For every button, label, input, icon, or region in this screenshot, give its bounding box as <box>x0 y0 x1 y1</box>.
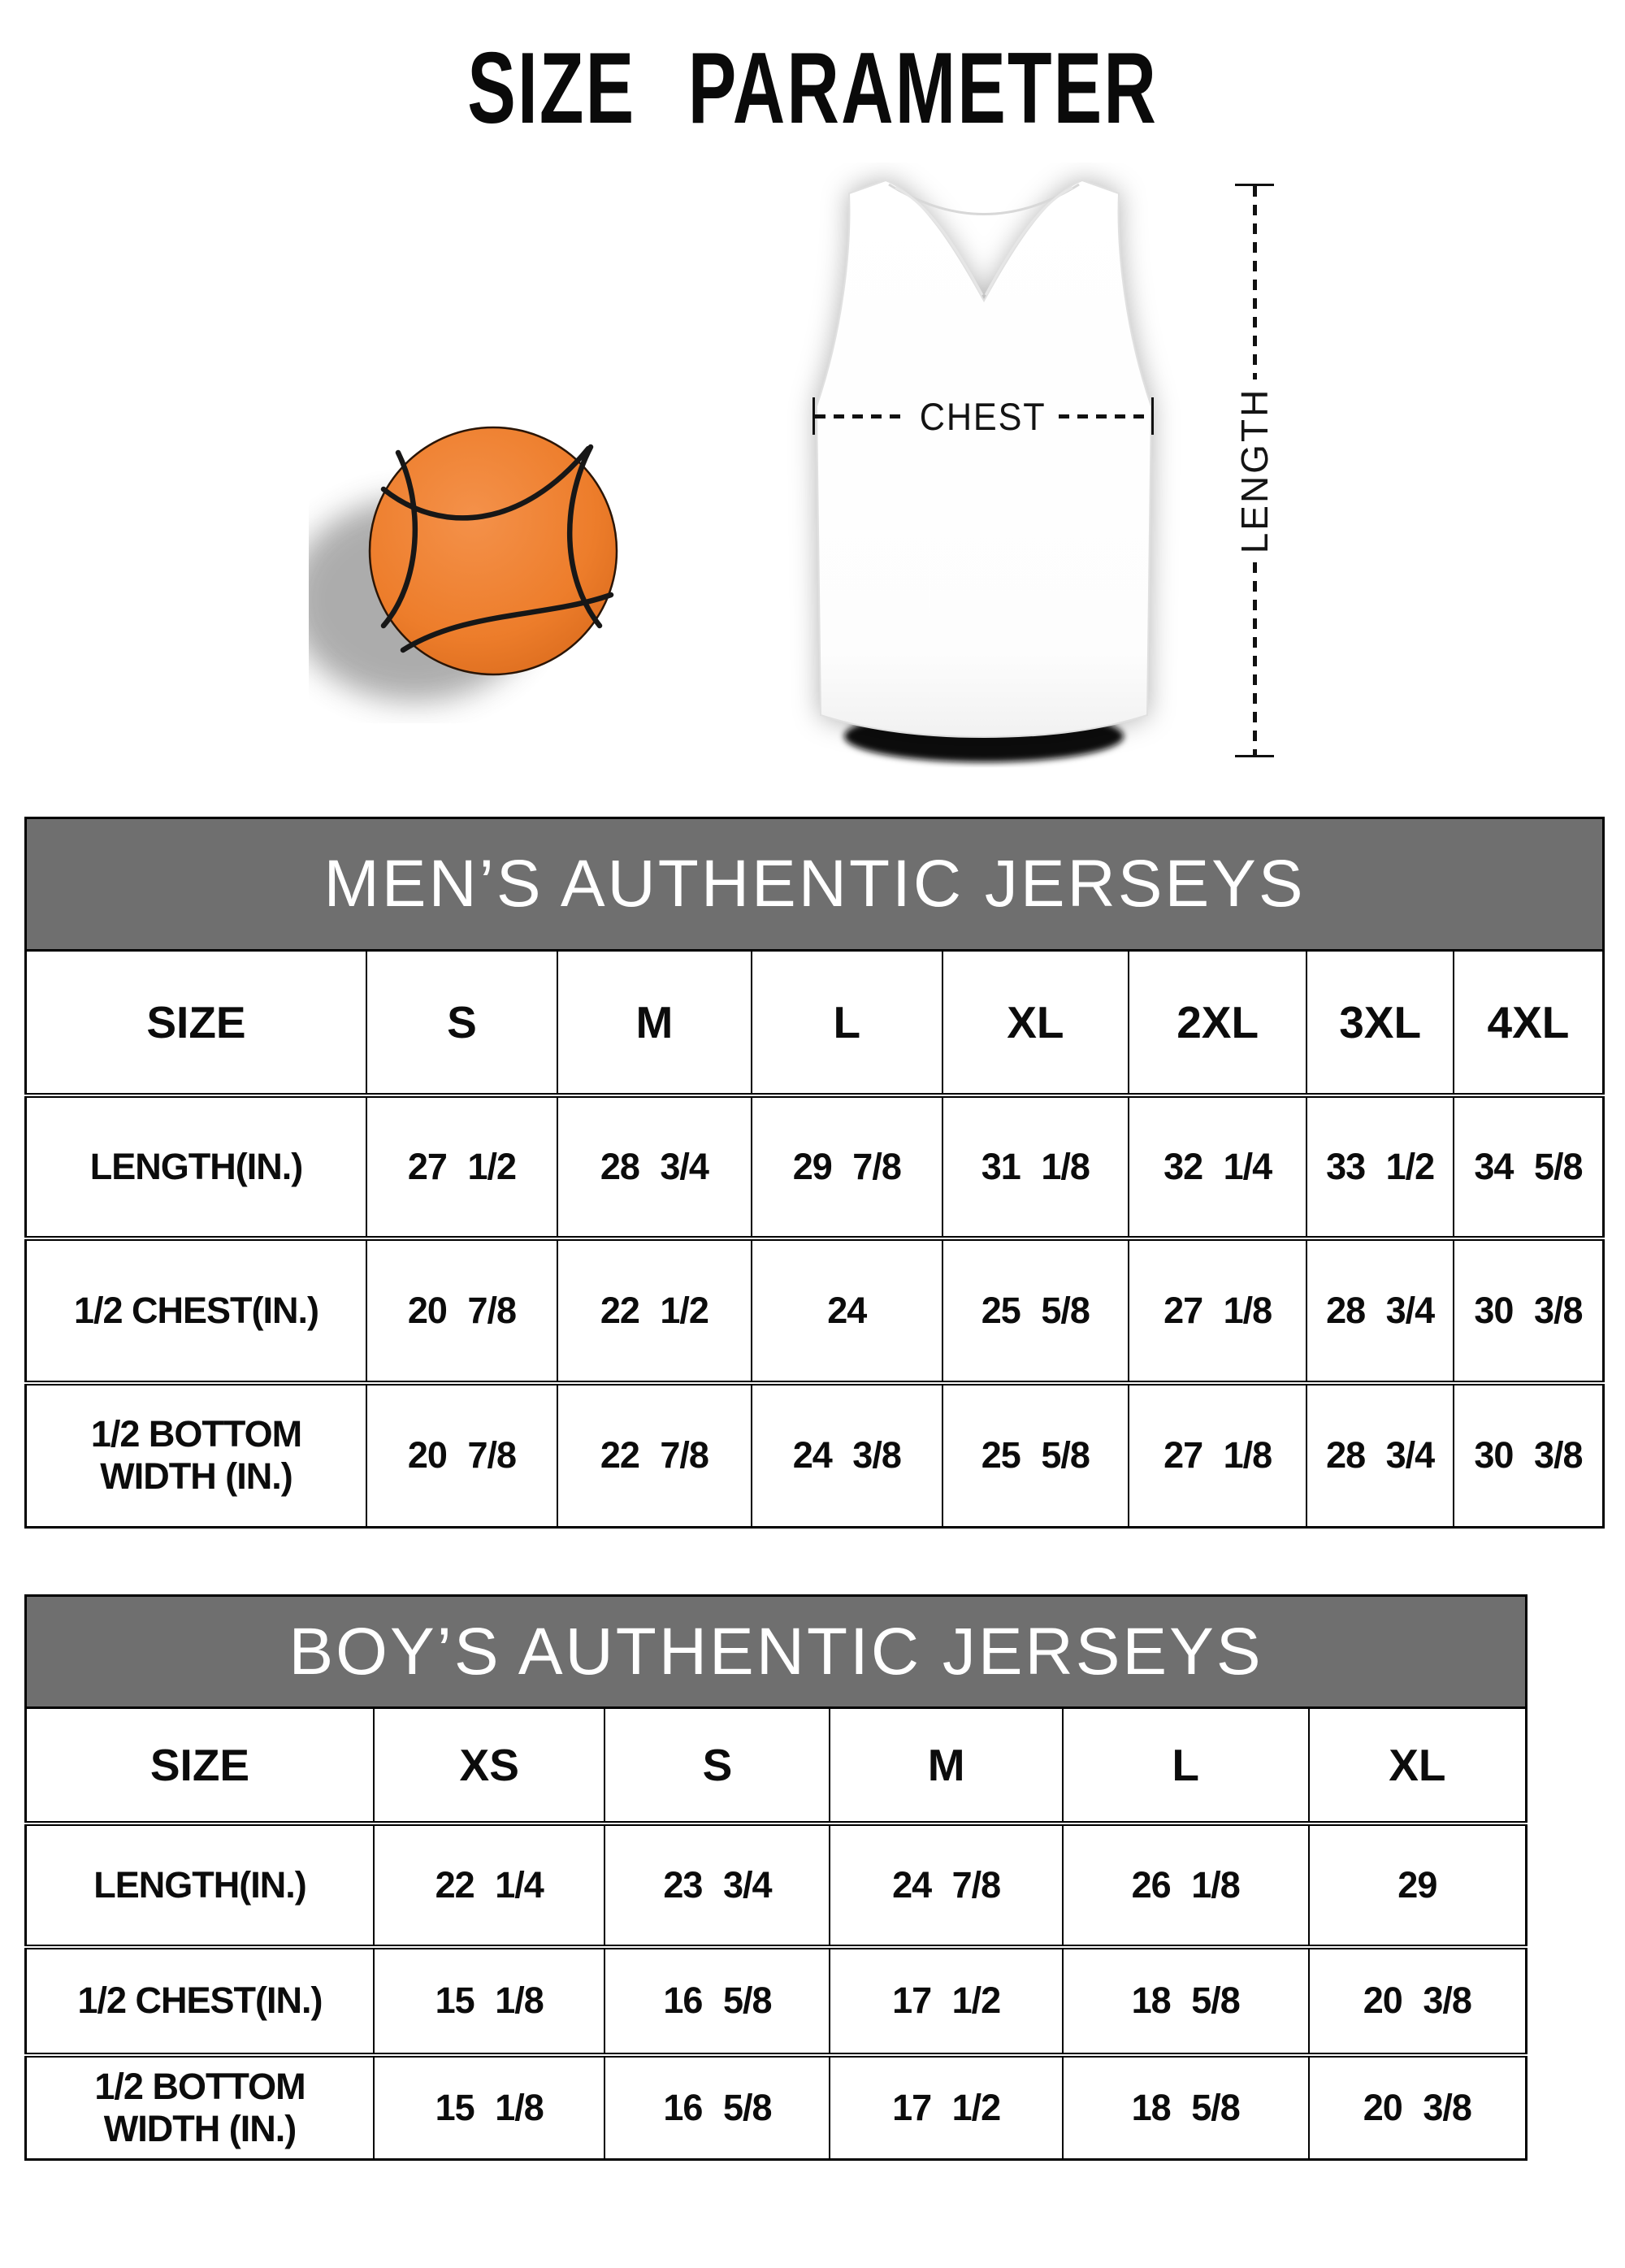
mens-bottom-4xl: 30 3/8 <box>1454 1383 1604 1528</box>
mens-chest-xl: 25 5/8 <box>942 1238 1129 1383</box>
length-dash-top <box>1253 186 1257 379</box>
chest-label: CHEST <box>920 394 1046 438</box>
mens-length-row-label: LENGTH(IN.) <box>26 1095 366 1238</box>
mens-chest-m: 22 1/2 <box>557 1238 752 1383</box>
boys-length-m: 24 7/8 <box>830 1824 1062 1947</box>
boys-chest-xs: 15 1/8 <box>374 1947 604 2055</box>
chest-dash-left <box>815 414 908 418</box>
mens-chest-s: 20 7/8 <box>366 1238 557 1383</box>
boys-bottom-width-row <box>26 2055 1527 2160</box>
boys-table-title: BOY’S AUTHENTIC JERSEYS <box>26 1596 1527 1708</box>
boys-col-header-xs: XS <box>374 1708 604 1824</box>
boys-chest-m: 17 1/2 <box>830 1947 1062 2055</box>
mens-length-3xl: 33 1/2 <box>1306 1095 1454 1238</box>
mens-size-header-row <box>26 951 1604 1095</box>
jersey-image <box>772 163 1194 780</box>
mens-bottom-2xl: 27 1/8 <box>1129 1383 1306 1528</box>
length-label: LENGTH <box>1233 387 1276 554</box>
mens-chest-row-label: 1/2 CHEST(IN.) <box>26 1238 366 1383</box>
chest-right-tick <box>1151 397 1154 435</box>
boys-table-title-row <box>26 1596 1527 1708</box>
mens-col-header-l: L <box>752 951 942 1095</box>
mens-bottom-width-row-label: 1/2 BOTTOM WIDTH (IN.) <box>26 1383 366 1528</box>
basketball-image <box>309 382 650 723</box>
mens-col-header-xl: XL <box>942 951 1129 1095</box>
mens-col-header-m: M <box>557 951 752 1095</box>
mens-length-xl: 31 1/8 <box>942 1095 1129 1238</box>
mens-table-title-row <box>26 818 1604 951</box>
length-dash-bottom <box>1253 562 1257 756</box>
mens-bottom-width-row <box>26 1383 1604 1528</box>
mens-length-2xl: 32 1/4 <box>1129 1095 1306 1238</box>
mens-length-4xl: 34 5/8 <box>1454 1095 1604 1238</box>
boys-size-table <box>24 1594 1528 2161</box>
mens-bottom-3xl: 28 3/4 <box>1306 1383 1454 1528</box>
mens-chest-4xl: 30 3/8 <box>1454 1238 1604 1383</box>
page-title: SIZE PARAMETER <box>467 33 1158 145</box>
boys-length-s: 23 3/4 <box>604 1824 830 1947</box>
boys-length-row-label: LENGTH(IN.) <box>26 1824 375 1947</box>
mens-col-header-2xl: 2XL <box>1129 951 1306 1095</box>
boys-bottom-xl: 20 3/8 <box>1309 2055 1527 2160</box>
mens-col-header-size: SIZE <box>26 951 366 1095</box>
boys-chest-xl: 20 3/8 <box>1309 1947 1527 2055</box>
jersey-body <box>817 180 1151 737</box>
mens-col-header-4xl: 4XL <box>1454 951 1604 1095</box>
mens-bottom-m: 22 7/8 <box>557 1383 752 1528</box>
mens-chest-3xl: 28 3/4 <box>1306 1238 1454 1383</box>
boys-chest-l: 18 5/8 <box>1063 1947 1309 2055</box>
mens-table-title: MEN’S AUTHENTIC JERSEYS <box>26 818 1604 951</box>
length-bottom-tick <box>1235 755 1274 757</box>
boys-col-header-s: S <box>604 1708 830 1824</box>
boys-col-header-l: L <box>1063 1708 1309 1824</box>
mens-size-table <box>24 817 1605 1529</box>
chest-measure-line <box>812 395 1154 437</box>
boys-length-row <box>26 1824 1527 1947</box>
chest-dash-right <box>1059 414 1151 418</box>
boys-chest-s: 16 5/8 <box>604 1947 830 2055</box>
boys-length-xl: 29 <box>1309 1824 1527 1947</box>
boys-bottom-m: 17 1/2 <box>830 2055 1062 2160</box>
mens-col-header-3xl: 3XL <box>1306 951 1454 1095</box>
mens-chest-2xl: 27 1/8 <box>1129 1238 1306 1383</box>
boys-chest-row-label: 1/2 CHEST(IN.) <box>26 1947 375 2055</box>
boys-col-header-size: SIZE <box>26 1708 375 1824</box>
boys-size-header-row <box>26 1708 1527 1824</box>
mens-chest-row <box>26 1238 1604 1383</box>
boys-length-xs: 22 1/4 <box>374 1824 604 1947</box>
mens-length-row <box>26 1095 1604 1238</box>
mens-chest-l: 24 <box>752 1238 942 1383</box>
boys-bottom-width-row-label: 1/2 BOTTOM WIDTH (IN.) <box>26 2055 375 2160</box>
mens-bottom-l: 24 3/8 <box>752 1383 942 1528</box>
mens-bottom-s: 20 7/8 <box>366 1383 557 1528</box>
mens-length-l: 29 7/8 <box>752 1095 942 1238</box>
boys-bottom-l: 18 5/8 <box>1063 2055 1309 2160</box>
boys-col-header-xl: XL <box>1309 1708 1527 1824</box>
boys-bottom-s: 16 5/8 <box>604 2055 830 2160</box>
boys-col-header-m: M <box>830 1708 1062 1824</box>
length-measure-line <box>1228 184 1280 757</box>
mens-length-s: 27 1/2 <box>366 1095 557 1238</box>
mens-length-m: 28 3/4 <box>557 1095 752 1238</box>
mens-bottom-xl: 25 5/8 <box>942 1383 1129 1528</box>
boys-chest-row <box>26 1947 1527 2055</box>
mens-col-header-s: S <box>366 951 557 1095</box>
boys-bottom-xs: 15 1/8 <box>374 2055 604 2160</box>
boys-length-l: 26 1/8 <box>1063 1824 1309 1947</box>
